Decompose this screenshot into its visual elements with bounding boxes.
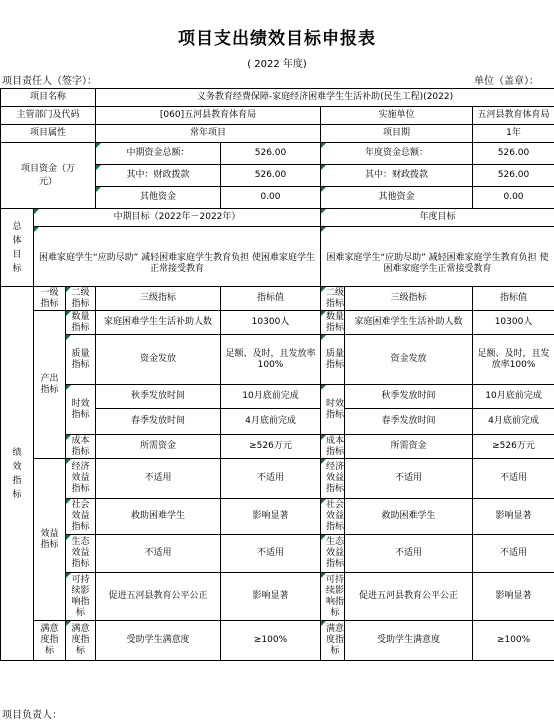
header-level2: 二级指标 bbox=[66, 287, 96, 311]
cost-name: 所需资金 bbox=[96, 435, 221, 459]
autumn-name: 秋季发放时间 bbox=[96, 385, 221, 409]
annual-total-value: 526.00 bbox=[473, 143, 554, 165]
performance-form-table bbox=[0, 88, 554, 661]
fiscal-mid-value: 526.00 bbox=[221, 165, 321, 187]
cost-name-annual: 所需资金 bbox=[345, 435, 473, 459]
quality-name: 资金发放 bbox=[96, 335, 221, 385]
header-level3: 三级指标 bbox=[96, 287, 221, 311]
sustain-mid: 影响显著 bbox=[221, 573, 321, 621]
quantity-label: 数量指标 bbox=[66, 311, 96, 335]
sustain-label: 可持续影响指标 bbox=[66, 573, 96, 621]
autumn-name-annual: 秋季发放时间 bbox=[345, 385, 473, 409]
quantity-annual: 10300人 bbox=[473, 311, 554, 335]
spring-annual: 4月底前完成 bbox=[473, 409, 554, 435]
autumn-mid: 10月底前完成 bbox=[221, 385, 321, 409]
sustain-name: 促进五河县教育公平公正 bbox=[96, 573, 221, 621]
footer-responsible: 项目负责人： bbox=[2, 710, 62, 721]
social-mid: 影响显著 bbox=[221, 499, 321, 535]
quantity-name: 家庭困难学生生活补助人数 bbox=[96, 311, 221, 335]
overall-goal-label: 总体目标 bbox=[1, 209, 34, 287]
quality-annual: 足额、及时，且发放率100% bbox=[473, 335, 554, 385]
quality-label: 质量指标 bbox=[66, 335, 96, 385]
midterm-total-value: 526.00 bbox=[221, 143, 321, 165]
header-level3-annual: 三级指标 bbox=[345, 287, 473, 311]
eco-name-annual: 不适用 bbox=[345, 535, 473, 573]
other-mid-label: 其他资金 bbox=[96, 187, 221, 209]
quantity-label-annual: 数量指标 bbox=[321, 311, 345, 335]
year-line: ( 2022 年度) bbox=[247, 59, 307, 70]
eco-mid: 不适用 bbox=[221, 535, 321, 573]
sustain-name-annual: 促进五河县教育公平公正 bbox=[345, 573, 473, 621]
fiscal-annual-label: 其中：财政拨款 bbox=[321, 165, 473, 187]
cost-annual: ≥526万元 bbox=[473, 435, 554, 459]
social-name: 救助困难学生 bbox=[96, 499, 221, 535]
eco-name: 不适用 bbox=[96, 535, 221, 573]
quantity-name-annual: 家庭困难学生生活补助人数 bbox=[345, 311, 473, 335]
spring-name: 春季发放时间 bbox=[96, 409, 221, 435]
form-title: 项目支出绩效目标申报表 bbox=[178, 29, 376, 49]
social-annual: 影响显著 bbox=[473, 499, 554, 535]
header-level2-annual: 二级指标 bbox=[321, 287, 345, 311]
quantity-mid: 10300人 bbox=[221, 311, 321, 335]
midterm-total-label: 中期资金总额： bbox=[96, 143, 221, 165]
fiscal-annual-value: 526.00 bbox=[473, 165, 554, 187]
other-mid-value: 0.00 bbox=[221, 187, 321, 209]
economic-name-annual: 不适用 bbox=[345, 459, 473, 499]
impl-label: 实施单位 bbox=[321, 107, 473, 125]
output-indicator-label: 产出指标 bbox=[34, 311, 66, 459]
impl-value: 五河县教育体育局 bbox=[473, 107, 554, 125]
satis-name-annual: 受助学生满意度 bbox=[345, 621, 473, 661]
satis-label-annual: 满意度指标 bbox=[321, 621, 345, 661]
midterm-goal-header: 中期目标（2022年－2022年） bbox=[34, 209, 321, 227]
satisfaction-indicator-label: 满意度指标 bbox=[34, 621, 66, 661]
attr-label: 项目属性 bbox=[1, 125, 96, 143]
eco-label-annual: 生态效益指标 bbox=[321, 535, 345, 573]
satis-annual: ≥100% bbox=[473, 621, 554, 661]
dept-label: 主管部门及代码 bbox=[1, 107, 96, 125]
header-level1: 一级指标 bbox=[34, 287, 66, 311]
eco-annual: 不适用 bbox=[473, 535, 554, 573]
timeliness-label: 时效指标 bbox=[66, 385, 96, 435]
quality-mid: 足额、及时，且发放率100% bbox=[221, 335, 321, 385]
responsible-label: 项目责任人（签字）： bbox=[2, 76, 97, 87]
cost-label-annual: 成本指标 bbox=[321, 435, 345, 459]
quality-label-annual: 质量指标 bbox=[321, 335, 345, 385]
sustain-label-annual: 可持续影响指标 bbox=[321, 573, 345, 621]
social-name-annual: 救助困难学生 bbox=[345, 499, 473, 535]
attr-value: 常年项目 bbox=[96, 125, 321, 143]
period-label: 项目期 bbox=[321, 125, 473, 143]
midterm-goal-text: 困难家庭学生“应助尽助” 减轻困难家庭学生教育负担 使困难家庭学生正常接受教育 bbox=[34, 227, 321, 287]
social-label: 社会效益指标 bbox=[66, 499, 96, 535]
annual-total-label: 年度资金总额： bbox=[321, 143, 473, 165]
period-value: 1年 bbox=[473, 125, 554, 143]
project-name-label: 项目名称 bbox=[1, 89, 96, 107]
social-label-annual: 社会效益指标 bbox=[321, 499, 345, 535]
timeliness-label-annual: 时效指标 bbox=[321, 385, 345, 435]
other-annual-label: 其他资金 bbox=[321, 187, 473, 209]
eco-label: 生态效益指标 bbox=[66, 535, 96, 573]
project-name-value: 义务教育经费保障-家庭经济困难学生生活补助(民生工程)(2022) bbox=[96, 89, 554, 107]
economic-label-annual: 经济效益指标 bbox=[321, 459, 345, 499]
annual-goal-header: 年度目标 bbox=[321, 209, 554, 227]
economic-label: 经济效益指标 bbox=[66, 459, 96, 499]
economic-annual: 不适用 bbox=[473, 459, 554, 499]
unit-label: 单位（盖章）： bbox=[474, 76, 539, 87]
autumn-annual: 10月底前完成 bbox=[473, 385, 554, 409]
fiscal-mid-label: 其中：财政拨款 bbox=[96, 165, 221, 187]
satis-name: 受助学生满意度 bbox=[96, 621, 221, 661]
annual-goal-text: 困难家庭学生“应助尽助” 减轻困难家庭学生教育负担 使困难家庭学生正常接受教育 bbox=[321, 227, 554, 287]
other-annual-value: 0.00 bbox=[473, 187, 554, 209]
funds-label: 项目资金（万元） bbox=[1, 143, 96, 209]
header-value: 指标值 bbox=[221, 287, 321, 311]
economic-name: 不适用 bbox=[96, 459, 221, 499]
quality-name-annual: 资金发放 bbox=[345, 335, 473, 385]
economic-mid: 不适用 bbox=[221, 459, 321, 499]
sustain-annual: 影响显著 bbox=[473, 573, 554, 621]
cost-label: 成本指标 bbox=[66, 435, 96, 459]
satis-label: 满意度指标 bbox=[66, 621, 96, 661]
cost-mid: ≥526万元 bbox=[221, 435, 321, 459]
effect-indicator-label: 效益指标 bbox=[34, 459, 66, 621]
spring-mid: 4月底前完成 bbox=[221, 409, 321, 435]
satis-mid: ≥100% bbox=[221, 621, 321, 661]
dept-value: [060]五河县教育体育局 bbox=[96, 107, 321, 125]
spring-name-annual: 春季发放时间 bbox=[345, 409, 473, 435]
header-value-annual: 指标值 bbox=[473, 287, 554, 311]
performance-indicator-label: 绩效指标 bbox=[1, 287, 34, 661]
